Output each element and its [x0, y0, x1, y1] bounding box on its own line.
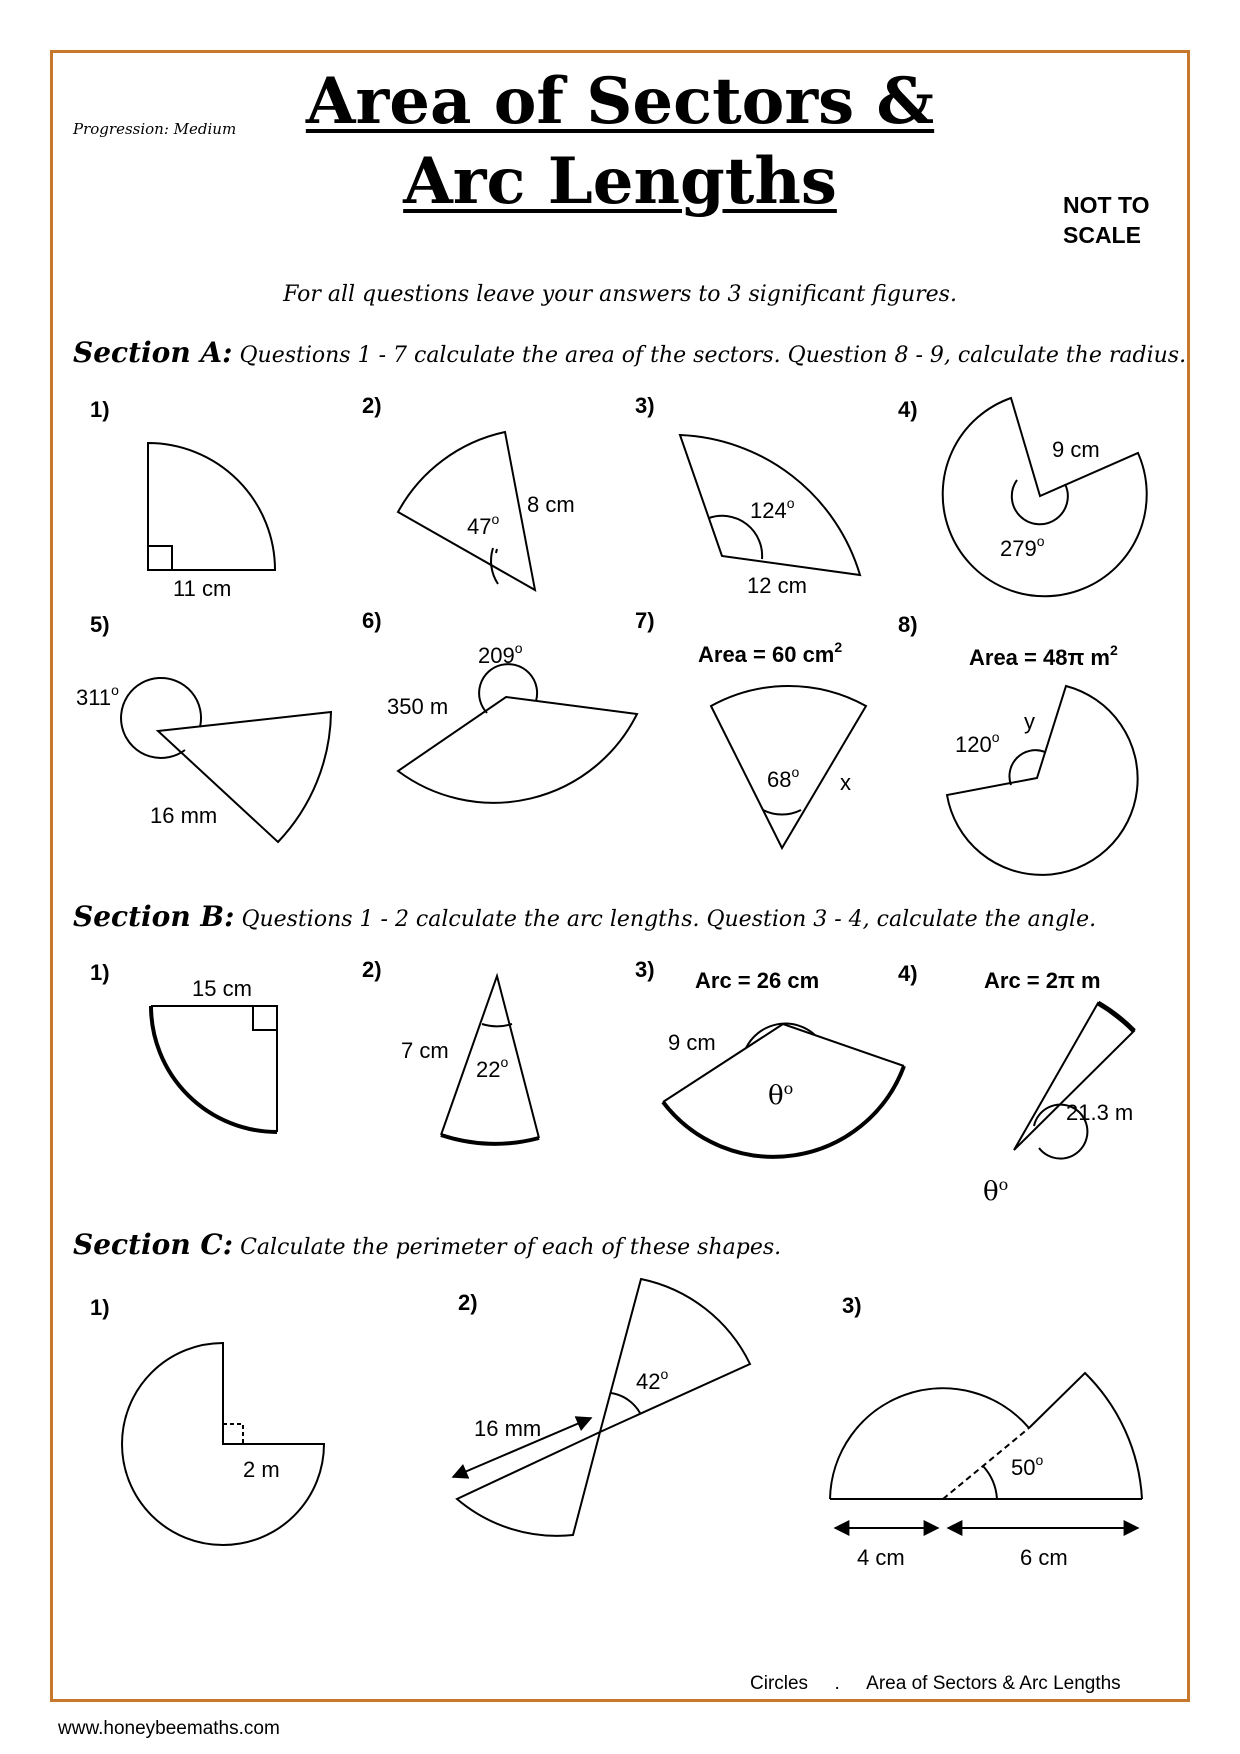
b1-radius-label: 15 cm — [192, 976, 252, 1001]
b4-given-arc: Arc = 2π m — [984, 968, 1101, 993]
b3-sector — [635, 957, 904, 1157]
c3-number: 3) — [842, 1293, 862, 1318]
a6-angle-label: 209$^o$ — [478, 640, 523, 668]
b2-angle-label: 22$^o$ — [476, 1054, 509, 1082]
a1-radius-label: 11 cm — [173, 576, 232, 601]
a4-radius-label: 9 cm — [1052, 437, 1100, 462]
c1-number: 1) — [90, 1295, 110, 1320]
a6-radius-label: 350 m — [387, 694, 449, 719]
c3-right-length: 6 cm — [1020, 1545, 1068, 1570]
c3-left-length: 4 cm — [857, 1545, 905, 1570]
footer-topic: Circles . Area of Sectors & Arc Lengths — [750, 1673, 1121, 1694]
a8-given-area: Area = 48π $m^2$ — [969, 642, 1118, 670]
title-line-2: Arc Lengths — [403, 144, 837, 219]
b4-radius-label: 21.3 m — [1066, 1100, 1134, 1125]
c2-bowtie-sectors — [453, 1279, 750, 1536]
c3-compound-shape — [830, 1293, 1142, 1570]
section-a-header: Section A: Questions 1 - 7 calculate the area of the sectors. Question 8 - 9, calculate the radius. — [73, 336, 1187, 369]
b4-sector — [898, 961, 1134, 1207]
b3-number: 3) — [635, 957, 655, 982]
c2-number: 2) — [458, 1290, 478, 1315]
a8-number: 8) — [898, 612, 918, 637]
a3-sector — [635, 393, 860, 598]
a8-unknown-radius: y — [1024, 709, 1035, 734]
b1-number: 1) — [90, 960, 110, 985]
c3-angle-label: 50$^o$ — [1011, 1452, 1044, 1480]
title-line-1: Area of Sectors & — [305, 64, 935, 139]
a2-sector — [362, 393, 575, 590]
website-url: www.honeybeemaths.com — [58, 1718, 280, 1739]
b3-given-arc: Arc = 26 cm — [695, 968, 820, 993]
a2-radius-label: 8 cm — [527, 492, 575, 517]
a1-number: 1) — [90, 397, 110, 422]
a7-unknown-radius: x — [840, 770, 851, 795]
b2-number: 2) — [362, 957, 382, 982]
b4-angle-label: $\theta^o$ — [983, 1175, 1009, 1207]
a6-sector — [362, 608, 637, 803]
a2-angle-label: 47$^o$ — [467, 511, 500, 539]
b2-sector — [362, 957, 539, 1144]
c1-three-quarter-circle — [90, 1295, 324, 1545]
a5-angle-label: 311$^o$ — [76, 682, 119, 710]
c1-radius-label: 2 m — [243, 1457, 280, 1482]
a8-major-sector — [898, 612, 1138, 875]
instructions: For all questions leave your answers to 3 significant figures. — [283, 282, 957, 307]
a3-angle-label: 124$^o$ — [750, 495, 795, 523]
a6-number: 6) — [362, 608, 382, 633]
b4-number: 4) — [898, 961, 918, 986]
a7-given-area: Area = 60 $cm^2$ — [698, 639, 843, 667]
b1-quarter-sector — [90, 960, 277, 1132]
a5-radius-label: 16 mm — [150, 803, 218, 828]
a5-sector — [76, 612, 331, 842]
b2-radius-label: 7 cm — [401, 1038, 449, 1063]
c2-angle-label: 42$^o$ — [636, 1366, 669, 1394]
a7-sector — [635, 608, 866, 848]
a3-number: 3) — [635, 393, 655, 418]
progression-label: Progression: Medium — [73, 120, 237, 138]
a4-angle-label: 279$^o$ — [1000, 533, 1045, 561]
a7-angle-label: 68$^o$ — [767, 764, 800, 792]
a4-major-sector — [898, 397, 1147, 596]
a5-number: 5) — [90, 612, 110, 637]
a3-radius-label: 12 cm — [747, 573, 807, 598]
a4-number: 4) — [898, 397, 918, 422]
a8-angle-label: 120$^o$ — [955, 729, 1000, 757]
section-b-header: Section B: Questions 1 - 2 calculate the arc lengths. Question 3 - 4, calculate the angle. — [73, 900, 1097, 933]
c2-radius-label: 16 mm — [474, 1416, 542, 1441]
a1-quarter-sector — [90, 397, 275, 601]
b3-angle-label: $\theta^o$ — [768, 1079, 794, 1111]
not-to-scale-note: NOT TO SCALE — [1063, 192, 1150, 248]
a7-number: 7) — [635, 608, 655, 633]
b3-radius-label: 9 cm — [668, 1030, 716, 1055]
a2-number: 2) — [362, 393, 382, 418]
section-c-header: Section C: Calculate the perimeter of each of these shapes. — [73, 1228, 782, 1261]
